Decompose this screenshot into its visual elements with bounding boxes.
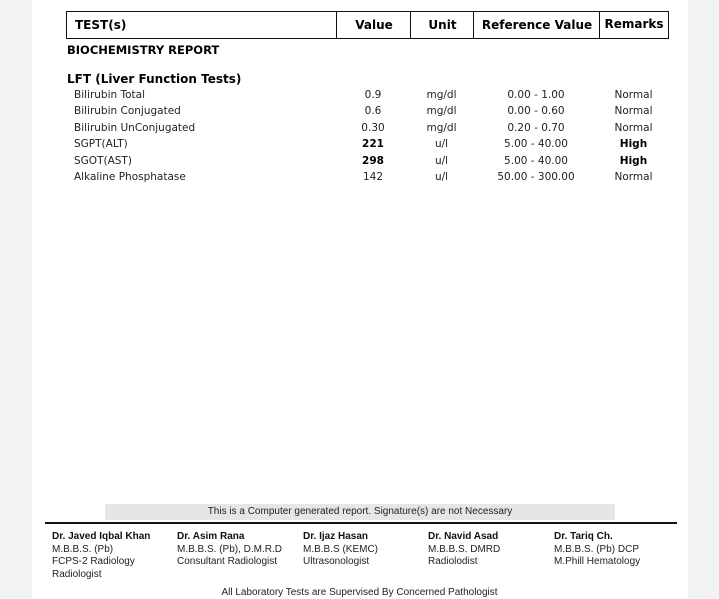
doctor-name: Dr. Ijaz Hasan xyxy=(303,531,369,542)
test-reference: 0.00 - 0.60 xyxy=(507,105,565,117)
test-unit: u/l xyxy=(434,155,449,167)
test-value: 298 xyxy=(362,155,384,167)
doctor-name: Dr. Navid Asad xyxy=(428,531,499,542)
test-name: Bilirubin Conjugated xyxy=(74,105,181,117)
table-row xyxy=(0,171,719,187)
table-row xyxy=(0,105,719,121)
table-row xyxy=(0,89,719,105)
test-name: Alkaline Phosphatase xyxy=(74,171,186,183)
doctor-signature-block xyxy=(303,531,378,569)
header-unit: Unit xyxy=(410,11,474,39)
header-value: Value xyxy=(336,11,411,39)
test-unit: mg/dl xyxy=(426,89,457,101)
doctor-qualification: Ultrasonologist xyxy=(303,556,370,567)
doctor-qualification: FCPS-2 Radiology xyxy=(52,556,135,567)
header-reference: Reference Value xyxy=(473,11,600,39)
doctor-signature-block xyxy=(554,531,640,569)
supervision-note: All Laboratory Tests are Supervised By Concerned Pathologist xyxy=(221,587,498,598)
table-row xyxy=(0,155,719,171)
test-reference: 50.00 - 300.00 xyxy=(497,171,575,183)
test-value: 0.9 xyxy=(364,89,382,101)
test-unit: u/l xyxy=(434,138,449,150)
test-reference: 5.00 - 40.00 xyxy=(504,155,568,167)
test-value: 142 xyxy=(362,171,384,183)
doctor-qualification: Consultant Radiologist xyxy=(177,556,278,567)
test-remarks: Normal xyxy=(614,122,653,134)
header-test: TEST(s) xyxy=(66,11,337,39)
test-value: 0.6 xyxy=(364,105,382,117)
report-title: BIOCHEMISTRY REPORT xyxy=(67,43,220,57)
test-reference: 5.00 - 40.00 xyxy=(504,138,568,150)
doctor-qualification: M.B.B.S. (Pb), D.M.R.D xyxy=(177,543,283,555)
doctor-qualification: M.B.B.S. (Pb) xyxy=(52,543,114,555)
header-remarks: Remarks xyxy=(599,11,669,39)
doctor-name: Dr. Javed Iqbal Khan xyxy=(52,531,151,542)
table-row xyxy=(0,122,719,138)
doctor-qualification: M.Phill Hematology xyxy=(554,556,641,567)
test-reference: 0.00 - 1.00 xyxy=(507,89,565,101)
test-remarks: Normal xyxy=(614,171,653,183)
test-remarks: High xyxy=(619,138,648,150)
doctor-qualification: Radiolodist xyxy=(428,556,478,567)
test-remarks: Normal xyxy=(614,105,653,117)
doctor-name: Dr. Tariq Ch. xyxy=(554,531,613,542)
test-name: SGOT(AST) xyxy=(74,155,132,167)
test-unit: u/l xyxy=(434,171,449,183)
test-remarks: Normal xyxy=(614,89,653,101)
doctor-qualification: M.B.B.S (KEMC) xyxy=(303,543,379,555)
test-name: Bilirubin Total xyxy=(74,89,146,101)
doctor-qualification: M.B.B.S. (Pb) DCP xyxy=(554,543,640,555)
test-reference: 0.20 - 0.70 xyxy=(507,122,565,134)
footer-divider xyxy=(45,522,677,524)
doctor-signature-block xyxy=(177,531,282,569)
table-row xyxy=(0,138,719,154)
doctor-signature-block xyxy=(428,531,500,569)
test-unit: mg/dl xyxy=(426,122,457,134)
test-unit: mg/dl xyxy=(426,105,457,117)
test-value: 0.30 xyxy=(361,122,385,134)
computer-generated-notice: This is a Computer generated report. Signature(s) are not Necessary xyxy=(105,504,615,520)
test-value: 221 xyxy=(362,138,384,150)
doctor-name: Dr. Asim Rana xyxy=(177,531,245,542)
test-name: Bilirubin UnConjugated xyxy=(74,122,196,134)
test-name: SGPT(ALT) xyxy=(74,138,128,150)
section-title: LFT (Liver Function Tests) xyxy=(67,72,242,86)
test-remarks: High xyxy=(619,155,648,167)
doctor-signature-block xyxy=(52,531,150,581)
doctor-qualification: Radiologist xyxy=(52,568,102,580)
doctor-qualification: M.B.B.S. DMRD xyxy=(428,543,501,555)
